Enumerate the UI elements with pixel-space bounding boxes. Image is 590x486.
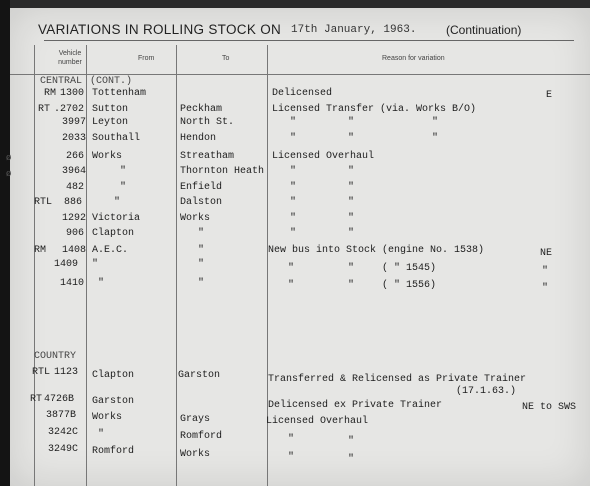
to-cell: Works: [180, 213, 211, 224]
header-vehicle-number: Vehicle number: [58, 50, 82, 66]
vehicle-prefix: RM: [44, 88, 57, 99]
to-cell: ": [198, 278, 205, 289]
vehicle-prefix: RTL: [32, 367, 51, 378]
header-reason: Reason for variation: [382, 55, 445, 62]
from-cell: Sutton: [92, 104, 129, 115]
from-cell: Tottenham: [92, 88, 147, 99]
section-central: CENTRAL: [40, 76, 83, 87]
from-cell: Victoria: [92, 213, 141, 224]
reason-cell: Delicensed: [272, 88, 333, 99]
vehicle-number: 3249C: [48, 444, 79, 455]
from-cell: Leyton: [92, 117, 129, 128]
column-divider: [86, 45, 87, 486]
reason-cell: ": [290, 117, 297, 128]
vehicle-number: 1292: [62, 213, 87, 224]
document-sheet: [6, 8, 590, 486]
reason-ditto: ": [348, 197, 355, 208]
reason-ditto: ": [348, 133, 355, 144]
column-divider: [176, 45, 177, 486]
vehicle-prefix: RM: [34, 245, 47, 256]
vehicle-number: 4726B: [44, 394, 75, 405]
reason-cell: Licensed Overhaul: [266, 416, 369, 427]
header-to: To: [222, 55, 230, 62]
to-cell: Peckham: [180, 104, 223, 115]
vehicle-number: 906: [66, 228, 85, 239]
vehicle-number: 3997: [62, 117, 87, 128]
reason-ditto: ": [348, 280, 355, 291]
reason-cell: ": [290, 228, 297, 239]
to-cell: North St.: [180, 117, 235, 128]
reason-ditto: ": [432, 133, 439, 144]
page-title: VARIATIONS IN ROLLING STOCK ON: [38, 22, 282, 37]
from-cell: Works: [92, 412, 123, 423]
reason-date: (17.1.63.): [456, 386, 517, 397]
from-cell: Clapton: [92, 370, 135, 381]
vehicle-number: 886: [64, 197, 83, 208]
vehicle-number: 3964: [62, 166, 87, 177]
from-cell: Works: [92, 151, 123, 162]
to-cell: Enfield: [180, 182, 223, 193]
reason-cell: Transferred & Relicensed as Private Trainer: [268, 374, 527, 385]
to-cell: Garston: [178, 370, 221, 381]
column-divider: [34, 45, 35, 486]
column-header-row: [10, 45, 590, 75]
extra-cell: ": [542, 266, 549, 277]
vehicle-number: 3877B: [46, 410, 77, 421]
reason-engine: ( " 1545): [382, 263, 437, 274]
vehicle-prefix: RT: [38, 104, 51, 115]
from-cell: Garston: [92, 396, 135, 407]
from-cell: Southall: [92, 133, 141, 144]
reason-ditto: ": [348, 182, 355, 193]
vehicle-number: 1409: [54, 259, 79, 270]
vehicle-prefix: RT: [30, 394, 43, 405]
to-cell: Grays: [180, 414, 211, 425]
vehicle-number: 266: [66, 151, 85, 162]
vehicle-number: 2033: [62, 133, 87, 144]
vehicle-number: 3242C: [48, 427, 79, 438]
reason-cell: New bus into Stock (engine No. 1538): [268, 245, 485, 256]
extra-cell: NE: [540, 248, 553, 259]
reason-cell: Licensed Overhaul: [272, 151, 375, 162]
from-cell: Romford: [92, 446, 135, 457]
from-cell: ": [114, 197, 121, 208]
reason-ditto: ": [348, 263, 355, 274]
reason-engine: ( " 1556): [382, 280, 437, 291]
reason-cell: ": [290, 197, 297, 208]
to-cell: ": [198, 228, 205, 239]
reason-ditto: ": [348, 213, 355, 224]
reason-cell: Licensed Transfer (via. Works B/O): [272, 104, 477, 115]
reason-cell: ": [288, 452, 295, 463]
reason-cell: ": [288, 263, 295, 274]
scan-dark-edge: [0, 0, 10, 486]
vehicle-number: .2702: [54, 104, 85, 115]
section-central-cont: (CONT.): [90, 76, 133, 87]
reason-cell: ": [290, 166, 297, 177]
vehicle-number: 1410: [60, 278, 85, 289]
to-cell: Works: [180, 449, 211, 460]
header-from: From: [138, 55, 155, 62]
title-date: 17th January, 1963.: [291, 24, 417, 36]
from-cell: ": [98, 429, 105, 440]
extra-cell: ": [542, 283, 549, 294]
reason-ditto: ": [348, 454, 355, 465]
vehicle-number: 482: [66, 182, 85, 193]
title-underline: [44, 40, 574, 41]
reason-cell: ": [290, 182, 297, 193]
reason-cell: ": [290, 133, 297, 144]
from-cell: ": [98, 278, 105, 289]
reason-ditto: ": [348, 166, 355, 177]
reason-ditto: ": [432, 117, 439, 128]
reason-ditto: ": [348, 117, 355, 128]
margin-mark: ø: [6, 169, 12, 179]
from-cell: ": [92, 259, 99, 270]
reason-cell: ": [288, 280, 295, 291]
extra-cell: NE to SWS: [522, 402, 577, 413]
to-cell: Streatham: [180, 151, 235, 162]
to-cell: Thornton Heath: [180, 166, 265, 177]
to-cell: Romford: [180, 431, 223, 442]
title-continuation: (Continuation): [446, 23, 522, 37]
section-country: COUNTRY: [34, 351, 77, 362]
from-cell: Clapton: [92, 228, 135, 239]
to-cell: ": [198, 245, 205, 256]
vehicle-number: 1408: [62, 245, 87, 256]
reason-cell: ": [290, 213, 297, 224]
vehicle-number: 1300: [60, 88, 85, 99]
from-cell: A.E.C.: [92, 245, 129, 256]
title-row: [10, 22, 570, 42]
reason-cell: Delicensed ex Private Trainer: [268, 400, 443, 411]
reason-cell: ": [288, 434, 295, 445]
reason-ditto: ": [348, 228, 355, 239]
to-cell: ": [198, 259, 205, 270]
from-cell: ": [120, 182, 127, 193]
reason-ditto: ": [348, 436, 355, 447]
vehicle-number: 1123: [54, 367, 79, 378]
to-cell: Dalston: [180, 197, 223, 208]
extra-cell: E: [546, 90, 553, 101]
margin-mark: ø: [6, 153, 12, 163]
vehicle-prefix: RTL: [34, 197, 53, 208]
from-cell: ": [120, 166, 127, 177]
to-cell: Hendon: [180, 133, 217, 144]
